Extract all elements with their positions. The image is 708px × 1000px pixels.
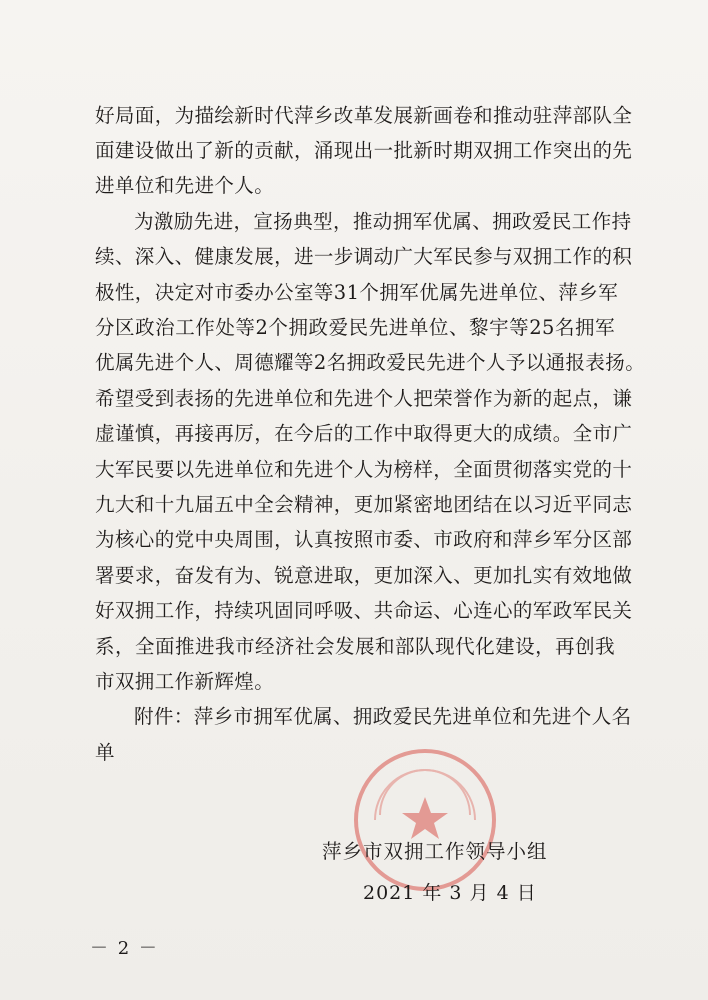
body-line-16: 系，全面推进我市经济社会发展和部队现代化建设，再创我	[95, 635, 615, 658]
attachment-line-2: 单	[95, 741, 115, 764]
attachment-line-1: 附件：萍乡市拥军优属、拥政爱民先进单位和先进个人名	[134, 705, 632, 728]
body-line-1: 好局面，为描绘新时代萍乡改革发展新画卷和推动驻萍部队全	[95, 104, 633, 127]
body-line-10: 虚谨慎，再接再厉，在今后的工作中取得更大的成绩。全市广	[95, 422, 633, 445]
body-line-4: 为激励先进，宣扬典型，推动拥军优属、拥政爱民工作持	[134, 210, 632, 233]
body-line-2: 面建设做出了新的贡献，涌现出一批新时期双拥工作突出的先	[95, 139, 633, 162]
body-line-3: 进单位和先进个人。	[95, 174, 275, 197]
body-line-7: 分区政治工作处等2个拥政爱民先进单位、黎宇等25名拥军	[95, 316, 615, 339]
official-seal-icon	[350, 745, 500, 895]
body-line-13: 为核心的党中央周围，认真按照市委、市政府和萍乡军分区部	[95, 528, 633, 551]
body-line-9: 希望受到表扬的先进单位和先进个人把荣誉作为新的起点，谦	[95, 387, 633, 410]
body-line-6: 极性，决定对市委办公室等31个拥军优属先进单位、萍乡军	[95, 281, 619, 304]
signature-date: 2021 年 3 月 4 日	[363, 882, 537, 904]
signature-organization: 萍乡市双拥工作领导小组	[322, 840, 548, 863]
body-line-15: 好双拥工作，持续巩固同呼吸、共命运、心连心的军政军民关	[95, 599, 633, 622]
body-line-11: 大军民要以先进单位和先进个人为榜样，全面贯彻落实党的十	[95, 458, 633, 481]
body-line-8: 优属先进个人、周德耀等2名拥政爱民先进个人予以通报表扬。	[95, 351, 646, 374]
body-line-17: 市双拥工作新辉煌。	[95, 670, 275, 693]
body-line-14: 署要求，奋发有为、锐意进取，更加深入、更加扎实有效地做	[95, 564, 633, 587]
body-line-5: 续、深入、健康发展，进一步调动广大军民参与双拥工作的积	[95, 245, 633, 268]
body-line-12: 九大和十九届五中全会精神，更加紧密地团结在以习近平同志	[95, 493, 633, 516]
page-number: － 2 －	[90, 938, 159, 959]
